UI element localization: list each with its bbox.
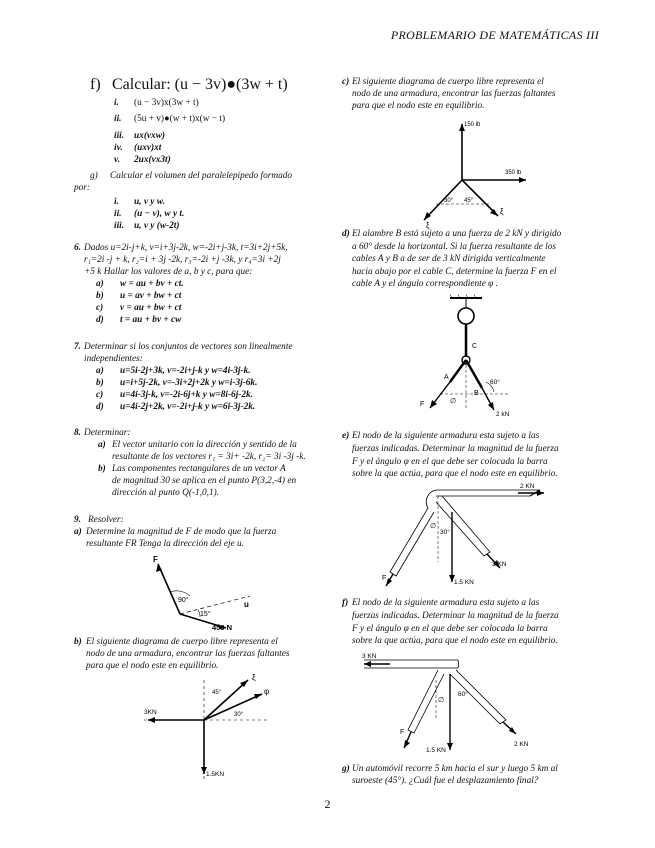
list-item: i. u, v y w. (114, 197, 165, 207)
label-xi1: ξ (426, 221, 430, 230)
figure-c (400, 116, 540, 228)
figure-9a (140, 552, 260, 632)
page-number: 2 (324, 797, 331, 811)
list-item: b) u = av + bw + ct (96, 291, 182, 301)
figure-d (410, 294, 520, 422)
force-phi-arrow (204, 694, 262, 720)
exercise-g-items (114, 196, 184, 232)
label-C: C (472, 343, 478, 350)
problem-9: 9. Resolver: a) Determine la magnitud de F de modo que la fuerza resultante FR Tenga la dirección del eje u. (74, 515, 277, 549)
list-item: iv. (uxv)xt (114, 143, 162, 153)
exercise-f-items (114, 96, 225, 127)
list-item: iii. u, v y (w-2t) (114, 221, 180, 231)
label-1.5KN: 1.5 KN (454, 579, 474, 586)
list-item: c) v = au + bw + ct (96, 303, 182, 313)
list-item: iii. ux(vxw) (114, 131, 165, 141)
label-phi: ∅ (438, 697, 445, 704)
problem-8: 8. Determinar: a) El vector unitario con la dirección y sentido de la resultante de los vectores r₁ = 3i+ -2k, r₂= 3i -3j -k. b) Las componentes rectangulares de un vector A de magnitud 30 se aplica en el punto P(3,2,-4) en dirección al punto Q(-1,0,1). (74, 428, 306, 498)
label-xi2: ξ (500, 207, 504, 216)
label-45: 45° (212, 690, 222, 696)
label-30: 30° (444, 198, 454, 204)
list-item: b) u=i+5j-2k, v=-3i+2j+2k y w=i-3j-6k. (96, 378, 258, 388)
label-45: 45° (464, 198, 474, 204)
exercise-g: g) Calcular el volumen del paralelepípedo formado por: (74, 171, 293, 193)
label-F: F (382, 575, 387, 582)
bar-left (390, 490, 436, 576)
label-F: F (400, 729, 405, 736)
label-30: 30° (234, 712, 244, 718)
label-2KN: 2 KN (520, 483, 535, 490)
label-450N: 450 N (212, 623, 233, 632)
exercise-d: d) El alambre B está sujeto a una fuerza de 2 kN y dirigido a 60° desde la horizontal. Si la fuerza resultante de los cables A y B a de ser de 3 kN dirigida verticalmente hacia abajo por el cable C, determine la fuerza F en el cable A y el ángulo correspondiente φ . (342, 229, 562, 290)
label-1.5KN: 1.5KN (206, 771, 225, 778)
label-phi: φ (264, 687, 270, 696)
cable-B (466, 360, 482, 388)
list-item: i. (u − 3v)x(3w + t) (114, 98, 199, 108)
label-60: 60° (490, 379, 500, 386)
item-label: f) (90, 76, 101, 93)
label-F: F (153, 555, 158, 564)
figure-f (360, 650, 540, 754)
label-xi: ξ (252, 673, 256, 682)
force-F-arrow (158, 564, 180, 614)
label-3KN: 3 KN (362, 653, 377, 660)
label-15: 15° (200, 611, 211, 618)
label-phi: ∅ (450, 398, 457, 405)
label-2KN: 2 KN (514, 741, 529, 748)
label-B: B (474, 390, 479, 397)
cable-A (450, 360, 466, 382)
label-phi: ∅ (430, 523, 437, 530)
bar-right (436, 496, 490, 556)
list-item: ii. (5u + v)●(w + t)x(w − t) (114, 113, 226, 124)
label-3KN: 3KN (144, 709, 157, 716)
exercise-g-right: g) Un automóvil recorre 5 km hacia el sur y luego 5 km al suroeste (45°). ¿Cuál fue el desplazamiento final? (342, 764, 558, 786)
ring (458, 308, 474, 324)
problem-7: 7. Determinar si los conjuntos de vectores son linealmente independientes: a) u=5i-2j+3k, v=-2i+j-k y w=4i-3j-k. b) u=i+5j-2k, v=-3i+2j+2k y w=i-3j-6k. c) u=4i-3j-k, v=-2i-6j+k y w=8i-6j-2k. d) u=4i-2j+2k, v=-2i+j-k y w=6i-3j-2k. (74, 341, 332, 413)
label-350lb: 350 lb (505, 170, 522, 176)
page-header: PROBLEMARIO DE MATEMÁTICAS III (390, 28, 599, 42)
exercise-f (90, 76, 288, 94)
u-axis (180, 596, 250, 614)
label-3KN: 3 KN (492, 561, 507, 568)
exercise-c: c) El siguiente diagrama de cuerpo libre representa el nodo de una armadura, encontrar las fuerzas faltantes para que el nodo este en equilibrio. (342, 77, 556, 111)
label-F: F (420, 401, 425, 408)
exercise-f-right: f) El nodo de la siguiente armadura esta sujeto a las fuerzas indicadas. Determinar la magnitud de la fuerza F y el ángulo φ en el que debe ser colocada la barra sobre la que actúa, para que el nodo este en equilibrio. (342, 598, 559, 647)
list-item: a) u=5i-2j+3k, v=-2i+j-k y w=4i-3j-k. (96, 366, 251, 376)
figure-9b (140, 672, 280, 784)
problem-6: 6. Dados u=2i-j+k, v=i+3j-2k, w=-2i+j-3k, t=3i+2j+5k, r₁=2i -j + k, r₂=i + 3j -2k, r₃=-2i +j -3k, y r₄=3i +2j +5 k Hallar los valores de a, b y c, para que: a) w = au + bv + ct. b) u = av + bw + ct c) v = au + bw + ct d) t = au + bv + cw (74, 242, 332, 326)
exercise-f-items-2 (114, 130, 171, 166)
problem-9b: b) El siguiente diagrama de cuerpo libre representa el nodo de una armadura, encontrar las fuerzas faltantes para que el nodo este en equilibrio. (74, 637, 290, 671)
list-item: d) t = au + bv + cw (96, 315, 182, 325)
math-expression: (u − 3v)●(3w + t) (174, 76, 288, 93)
label-60: 60° (458, 691, 468, 698)
list-item: v. 2ux(vx3t) (114, 155, 171, 165)
exercise-text: Calcular: (112, 76, 171, 93)
label-u: u (244, 600, 249, 609)
label-2kN: 2 kN (496, 411, 510, 418)
label-90: 90° (178, 597, 189, 604)
label-30: 30° (440, 529, 450, 536)
force-xi1 (424, 180, 462, 220)
label-150lb: 150 lb (464, 122, 481, 128)
list-item: d) u=4i-2j+2k, v=-2i+j-k y w=6i-3j-2k. (96, 402, 256, 412)
list-item: a) w = au + bv + ct. (96, 279, 184, 289)
list-item: ii. (u − v), w y t. (114, 209, 185, 219)
label-A: A (444, 374, 449, 381)
exercise-e: e) El nodo de la siguiente armadura esta sujeto a las fuerzas indicadas. Determinar la magnitud de la fuerza F y el ángulo φ en el que debe ser colocada la barra sobre la que actúa, para que el nodo este en equilibrio. (342, 431, 559, 480)
list-item: c) u=4i-3j-k, v=-2i-6j+k y w=8i-6j-2k. (96, 390, 253, 400)
figure-e (380, 482, 550, 588)
label-1.5KN: 1.5 KN (426, 747, 446, 754)
